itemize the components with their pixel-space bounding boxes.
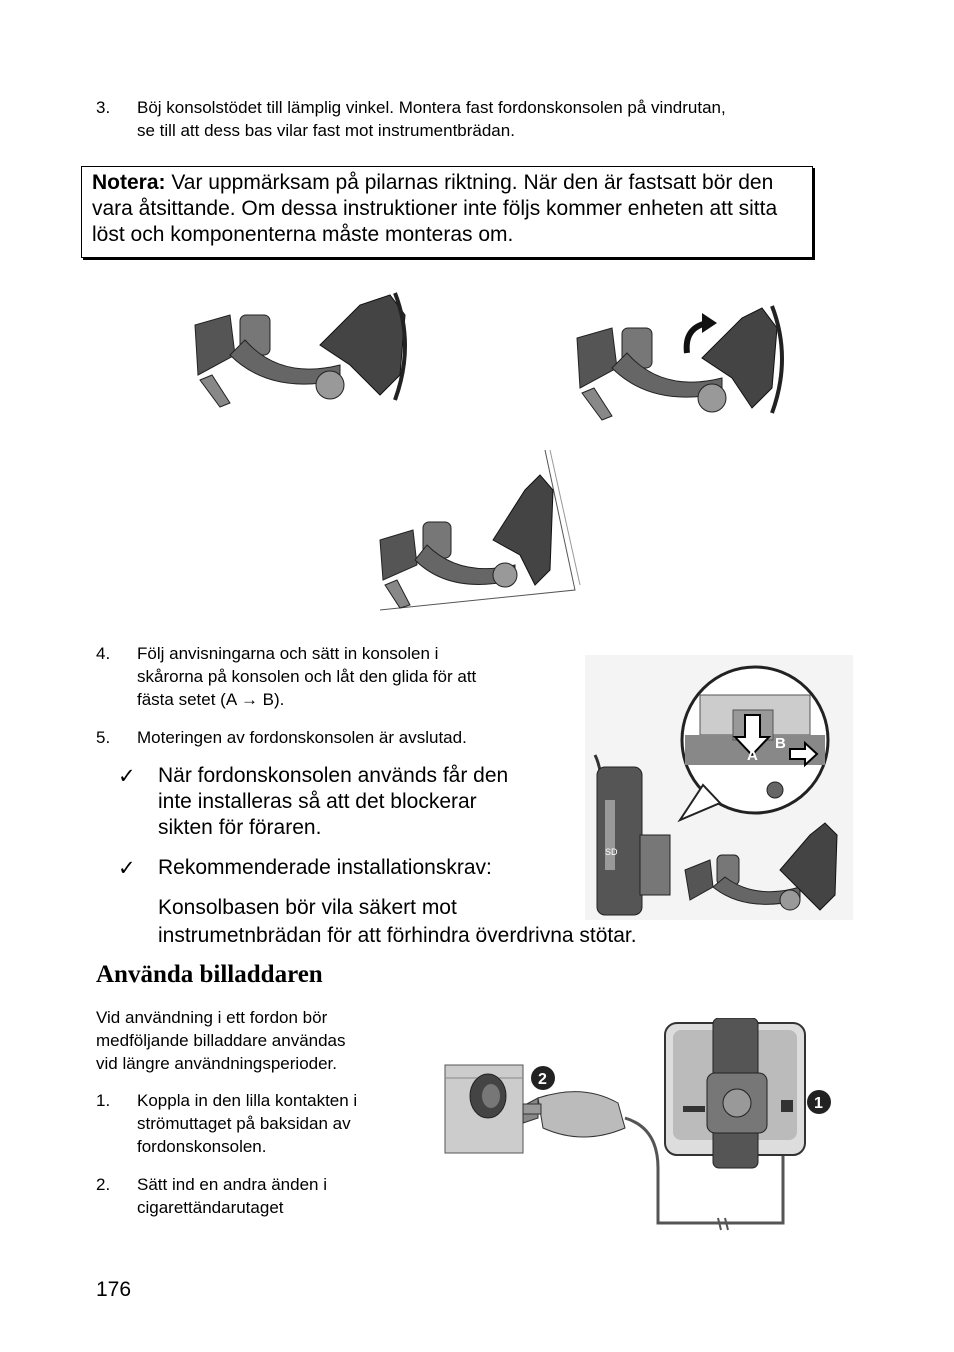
label-b: B [775,735,786,752]
charger-step-1-line-2: strömuttaget på baksidan av [137,1114,351,1133]
label-a: A [747,747,758,764]
suction-mount-illustration-2 [572,298,802,428]
device-cradle-illustration [585,655,853,920]
step-3-number: 3. [96,98,111,117]
charger-step-1-line-1: Koppla in den lilla kontakten i [137,1091,358,1110]
page-number: 176 [96,1278,132,1301]
check-1-line-1: När fordonskonsolen används får den [158,764,509,787]
note-box [81,166,813,258]
callout-1: 1 [814,1095,823,1112]
car-charger-illustration [443,1018,838,1243]
check-mark-icon: ✓ [118,765,136,788]
step-4-line-2: skårorna på konsolen och låt den glida för att [137,667,477,686]
step-5-number: 5. [96,728,111,747]
intro-line-3: vid längre användningsperioder. [96,1054,338,1073]
check-1-line-2: inte installeras så att det blockerar [158,790,477,813]
charger-step-2-number: 2. [96,1175,111,1194]
intro-line-2: medföljande billaddare användas [96,1031,346,1050]
step-3-line-2: se till att dess bas vilar fast mot instrumentbrädan. [137,121,515,140]
charger-step-2-line-1: Sätt ind en andra änden i [137,1175,327,1194]
charger-step-2-line-2: cigarettändarutaget [137,1198,284,1217]
step-5-line-1: Moteringen av fordonskonsolen är avslutad. [137,728,467,747]
note-text: Var uppmärksam på pilarnas riktning. När den är fastsatt bör den vara åtsittande. Om dessa instruktioner inte följs kommer enheten att sitta löst och komponenterna måste monteras om. [92,171,778,246]
check-sub-line-2: instrumetnbrädan för att förhindra överdrivna stötar. [158,924,637,947]
step-4-line-1: Följ anvisningarna och sätt in konsolen i [137,644,439,663]
suction-mount-on-windshield-illustration [375,450,585,615]
check-sub-line-1: Konsolbasen bör vila säkert mot [158,896,457,919]
callout-2: 2 [538,1071,547,1088]
suction-mount-illustration-1 [190,285,420,415]
charger-step-1-line-3: fordonskonsolen. [137,1137,267,1156]
step-3-line-1: Böj konsolstödet till lämplig vinkel. Montera fast fordonskonsolen på vindrutan, [137,98,726,117]
sd-label: SD [605,847,618,857]
charger-step-1-number: 1. [96,1091,111,1110]
intro-line-1: Vid användning i ett fordon bör [96,1008,328,1027]
step-4-number: 4. [96,644,111,663]
step-4-line-3: fästa setet (A → B). [137,690,285,709]
check-1-line-3: sikten för föraren. [158,816,322,839]
check-2-line-1: Rekommenderade installationskrav: [158,856,492,879]
check-mark-icon: ✓ [118,857,136,880]
section-heading: Använda billaddaren [96,961,323,988]
note-label: Notera: [92,171,166,194]
